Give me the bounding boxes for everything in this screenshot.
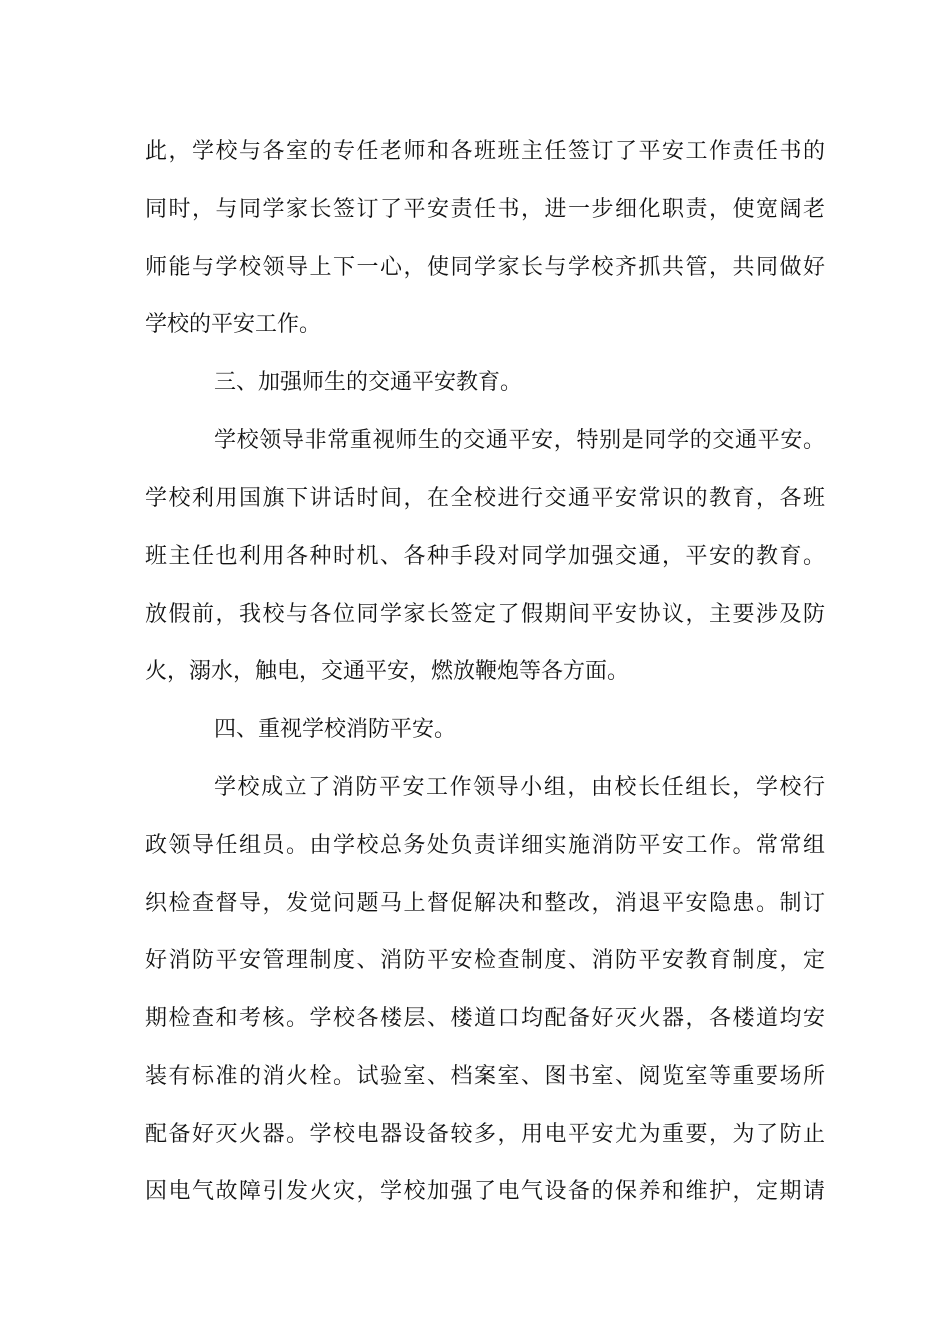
text-line: 装有标准的消火栓。试验室、档案室、图书室、阅览室等重要场所 [145,1064,825,1089]
text-line: 织检查督导，发觉问题马上督促解决和整改，消退平安隐患。制订 [145,891,825,916]
section-heading: 三、加强师生的交通平安教育。 [214,370,523,395]
text-line: 政领导任组员。由学校总务处负责详细实施消防平安工作。常常组 [145,833,825,858]
text-line: 此，学校与各室的专任老师和各班班主任签订了平安工作责任书的 [145,139,825,164]
text-line: 火，溺水，触电，交通平安，燃放鞭炮等各方面。 [145,659,630,684]
text-line: 因电气故障引发火灾，学校加强了电气设备的保养和维护，定期请 [145,1179,825,1204]
text-line: 放假前，我校与各位同学家长签定了假期间平安协议，主要涉及防 [145,602,825,627]
text-line: 学校成立了消防平安工作领导小组，由校长任组长，学校行 [214,775,825,800]
text-line: 班主任也利用各种时机、各种手段对同学加强交通，平安的教育。 [145,544,825,569]
text-line: 期检查和考核。学校各楼层、楼道口均配备好灭火器，各楼道均安 [145,1006,825,1031]
text-line: 学校的平安工作。 [145,312,322,337]
text-line: 学校领导非常重视师生的交通平安，特别是同学的交通平安。 [214,428,825,453]
text-line: 好消防平安管理制度、消防平安检查制度、消防平安教育制度，定 [145,948,825,973]
text-line: 师能与学校领导上下一心，使同学家长与学校齐抓共管，共同做好 [145,255,825,280]
text-line: 同时，与同学家长签订了平安责任书，进一步细化职责，使宽阔老 [145,197,825,222]
text-line: 学校利用国旗下讲话时间，在全校进行交通平安常识的教育，各班 [145,486,825,511]
text-line: 配备好灭火器。学校电器设备较多，用电平安尤为重要，为了防止 [145,1122,825,1147]
section-heading: 四、重视学校消防平安。 [214,717,457,742]
